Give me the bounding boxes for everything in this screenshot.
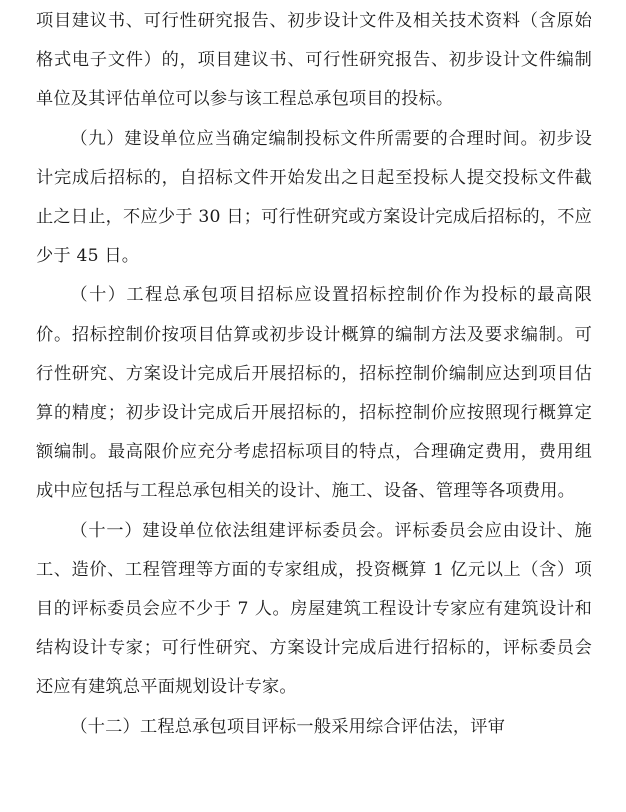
document-body [36,2,592,747]
paragraph-item-11: （十一）建设单位依法组建评标委员会。评标委员会应由设计、施工、造价、工程管理等方面的专家组成，投资概算 1 亿元以上（含）项目的评标委员会应不少于 7 人。房屋建筑工程设计专家应有建筑设计和结构设计专家；可行性研究、方案设计完成后进行招标的，评标委员会还应有建筑总平面规划设计专家。 [36,520,592,698]
paragraph-continued: 项目建议书、可行性研究报告、初步设计文件及相关技术资料（含原始格式电子文件）的，项目建议书、可行性研究报告、初步设计文件编制单位及其评估单位可以参与该工程总承包项目的投标。 [36,11,592,110]
paragraph-item-9: （九）建设单位应当确定编制投标文件所需要的合理时间。初步设计完成后招标的，自招标文件开始发出之日起至投标人提交投标文件截止之日止，不应少于 30 日；可行性研究或方案设计完成后招标的，不应少于 45 日。 [36,128,592,267]
paragraph-item-10: （十）工程总承包项目招标应设置招标控制价作为投标的最高限价。招标控制价按项目估算或初步设计概算的编制方法及要求编制。可行性研究、方案设计完成后开展招标的，招标控制价编制应达到项目估算的精度；初步设计完成后开展招标的，招标控制价应按照现行概算定额编制。最高限价应充分考虑招标项目的特点，合理确定费用，费用组成中应包括与工程总承包相关的设计、施工、设备、管理等各项费用。 [36,285,592,502]
paragraph-item-12: （十二）工程总承包项目评标一般采用综合评估法，评审 [70,716,506,737]
